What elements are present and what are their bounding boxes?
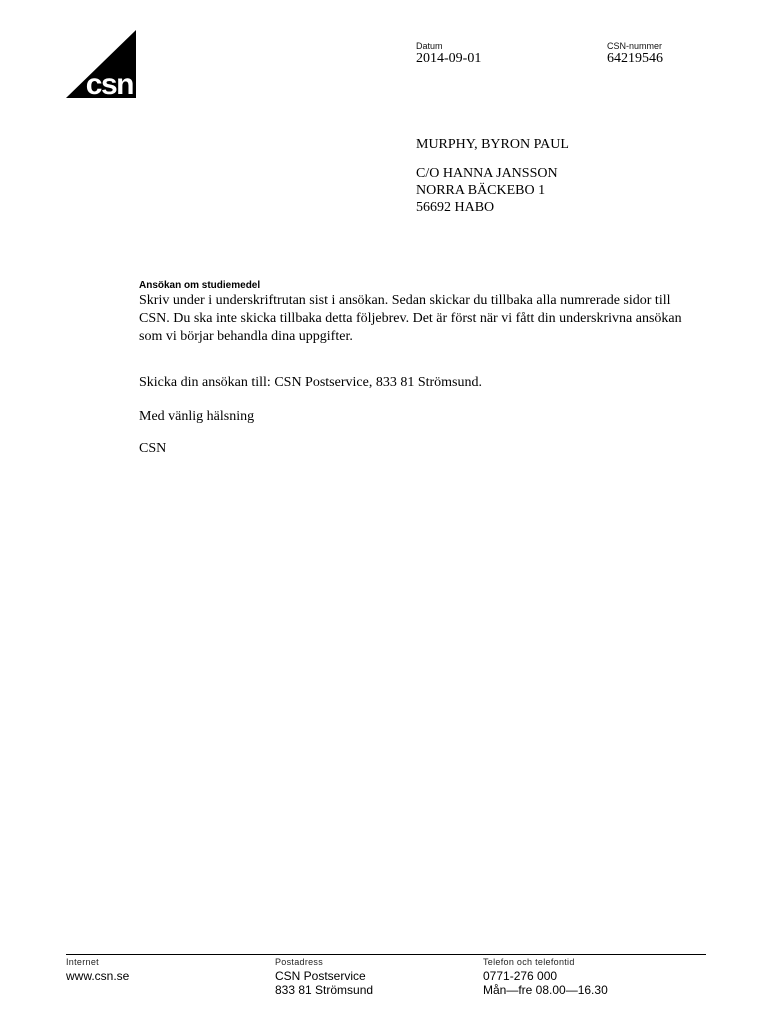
csn-number-value: 64219546 <box>607 51 663 66</box>
csn-logo-icon <box>66 30 136 98</box>
signature: CSN <box>139 441 167 456</box>
footer-postal-label: Postadress <box>275 957 324 967</box>
footer-phone-info <box>483 969 608 997</box>
footer-internet-label: Internet <box>66 957 99 967</box>
date-value: 2014-09-01 <box>416 51 482 66</box>
recipient-address <box>416 165 558 216</box>
letter-subject: Ansökan om studiemedel <box>139 280 261 291</box>
csn-logo <box>66 30 136 98</box>
address-line: C/O HANNA JANSSON <box>416 166 558 181</box>
postal-line: 833 81 Strömsund <box>275 983 374 997</box>
body-line: som vi börjar behandla dina uppgifter. <box>139 329 353 344</box>
footer-phone-label: Telefon och telefontid <box>483 957 575 967</box>
recipient-name: MURPHY, BYRON PAUL <box>416 137 569 152</box>
footer-postal-address <box>275 969 373 997</box>
postal-line: CSN Postservice <box>275 969 366 983</box>
date-label: Datum <box>416 41 443 51</box>
letter-body <box>139 292 709 346</box>
closing: Med vänlig hälsning <box>139 409 255 424</box>
csn-number-label: CSN-nummer <box>607 41 663 51</box>
address-line: 56692 HABO <box>416 200 495 215</box>
address-line: NORRA BÄCKEBO 1 <box>416 183 546 198</box>
phone-line: 0771-276 000 <box>483 969 558 983</box>
send-to-instruction: Skicka din ansökan till: CSN Postservice, 833 81 Strömsund. <box>139 375 482 390</box>
footer-website-link[interactable]: www.csn.se <box>66 969 130 983</box>
footer-divider <box>66 954 706 955</box>
body-line: CSN. Du ska inte skicka tillbaka detta följebrev. Det är först när vi fått din underskrivna ansökan <box>139 311 682 326</box>
body-line: Skriv under i underskriftrutan sist i ansökan. Sedan skickar du tillbaka alla numrerade sidor till <box>139 293 671 308</box>
phone-line: Mån—fre 08.00—16.30 <box>483 983 608 997</box>
logo-text: csn <box>85 68 133 98</box>
